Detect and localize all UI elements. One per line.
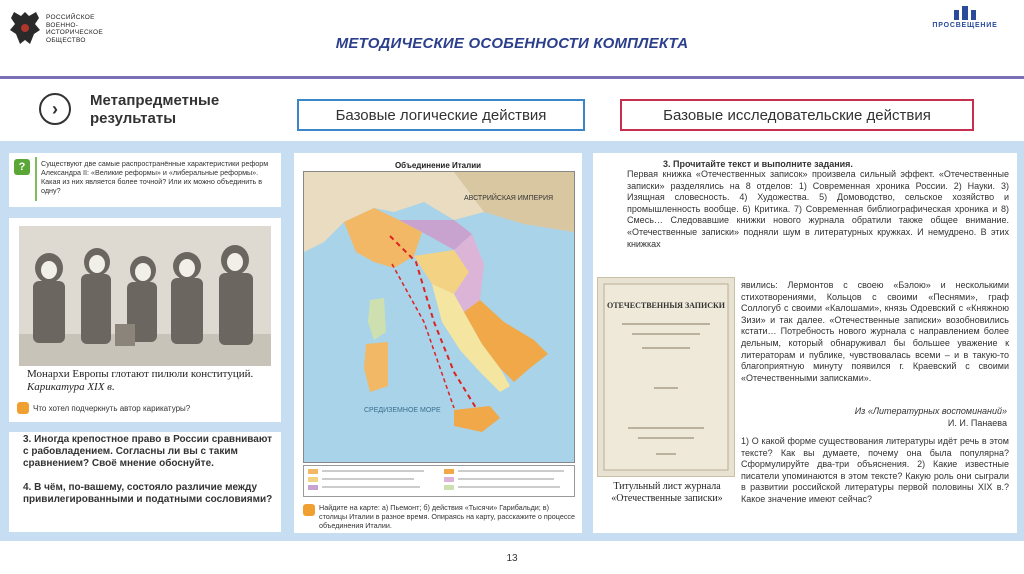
question-accent-bar (35, 157, 37, 201)
journal-panel (593, 153, 1017, 533)
journal-text-right: явились: Лермонтов с своею «Бэлою» и несколькими стихотворениями, Кольцов с своими «Песнями», граф Соллогуб с своими «Калошами», князь Одоевский с «Княжною Зизи» и так далее. «Отечественные записки» возобновились кстати… Потребность нового журнала с направлением более дельным, который обнаруживал бы большее уважение к литераторам и публике, чувствовалась всеми – и в такую-то благоприятную минуту появился г. Краевский с своими «Отечественными записками». (741, 280, 1009, 383)
cartoon-question (17, 402, 277, 414)
publisher-name: ПРОСВЕЩЕНИЕ (932, 22, 998, 29)
cartoon-caption-line2: Карикатура XIX в. (27, 381, 115, 393)
map-task-text: Найдите на карте: а) Пьемонт; б) действия «Тысячи» Гарибальди; в) столицы Италии в разное время. Опираясь на карту, расскажите о процессе объединения Италии. (319, 503, 576, 530)
italy-map (303, 171, 575, 463)
title-page-image (597, 277, 735, 477)
cartoon-panel (9, 218, 281, 422)
research-actions-box: Базовые исследовательские действия (620, 99, 974, 131)
cartoon-caption-line1: Монархи Европы глотают пилюли конституций. (27, 368, 254, 380)
hand-icon (303, 504, 315, 516)
journal-author: И. И. Панаева (947, 418, 1007, 428)
publisher-mark-icon (954, 6, 976, 20)
journal-text-top: Первая книжка «Отечественных записок» произвела сильный эффект. «Отечественные записки» разделялись на 8 отделов: 1) Современная хроника России. 2) Науки. 3) Изящная словесность. 4) Художества. 5) Домоводство, сельское хозяйство и промышленность вообще. 6) Критика. 7) Современная библиографическая хроника и 8) Смесь… Следовавшие книжки нового журнала обратили также общее внимание. «Отечественные записки» подняли шум в литературных кружках. И немудрено. В этих книжках (627, 169, 1009, 249)
task-4-text: 4. В чём, по-вашему, состояло различие между привилегированными и податными сословиями? (23, 482, 273, 505)
journal-task-heading: 3. Прочитайте текст и выполните задания. (663, 159, 853, 169)
publisher-logo (920, 6, 1010, 36)
cartoon-caption (27, 368, 267, 394)
title-page-title: ОТЕЧЕСТВЕННЫЯ ЗАПИСКИ (606, 301, 726, 310)
cartoon-question-text: Что хотел подчеркнуть автор карикатуры? (33, 403, 191, 413)
map-legend (303, 465, 575, 497)
map-task (303, 503, 577, 530)
question-text: Существуют две самые распространённые характеристики реформ Александра II: «Великие реформы» и «либеральные реформы». Какая из них является более точной? Или их можно объединить в одну? (41, 159, 269, 195)
society-name: РОССИЙСКОЕ ВОЕННО-ИСТОРИЧЕСКОЕ ОБЩЕСТВО (46, 14, 103, 44)
chevron-right-icon: › (39, 93, 71, 125)
task-3-text: 3. Иногда крепостное право в России сравнивают с рабовладением. Согласны ли вы с таким сравнением? Своё мнение обоснуйте. (23, 434, 273, 469)
page-number: 13 (506, 553, 518, 564)
header-divider (0, 76, 1024, 79)
journal-questions: 1) О какой форме существования литературы идёт речь в этом тексте? Как вы думаете, почему она была популярна? Сформулируйте два-три объяснения. 2) Какие известные писатели упоминаются в этом тексте? Какую роль они сыграли в развитии российской литературы первой половины XIX в.? Какое значение имеют сейчас? (741, 436, 1009, 504)
title-page-illustration (598, 278, 734, 476)
cartoon-image (19, 226, 271, 366)
logic-actions-box: Базовые логические действия (297, 99, 585, 131)
journal-source: Из «Литературных воспоминаний» (854, 406, 1007, 416)
map-title: Объединение Италии (394, 161, 482, 170)
hand-icon (17, 402, 29, 414)
map-label-sea: СРЕДИЗЕМНОЕ МОРЕ (364, 407, 441, 414)
question-icon: ? (14, 159, 30, 175)
meta-results-label: Метапредметные результаты (90, 92, 220, 127)
map-label-empire: АВСТРИЙСКАЯ ИМПЕРИЯ (464, 195, 554, 202)
title-page-caption: Титульный лист журнала «Отечественные записки» (611, 481, 723, 504)
page-title: МЕТОДИЧЕСКИЕ ОСОБЕННОСТИ КОМПЛЕКТА (335, 35, 689, 52)
map-panel (294, 153, 582, 533)
question-panel (9, 153, 281, 207)
tasks-panel (9, 432, 281, 532)
